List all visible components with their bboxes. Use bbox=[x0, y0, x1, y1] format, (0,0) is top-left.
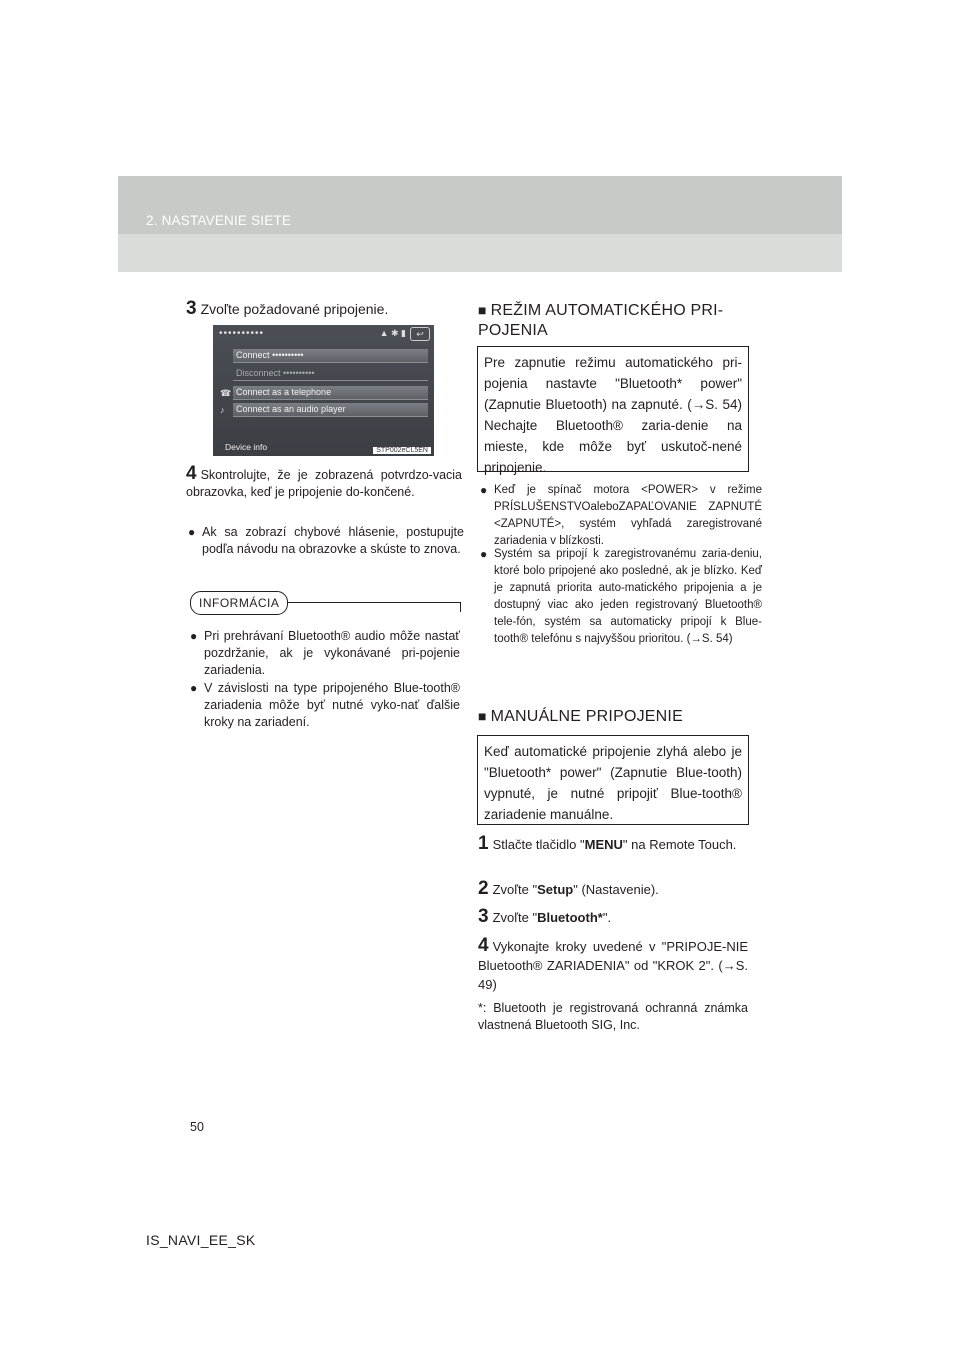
step-number: 3 bbox=[186, 298, 197, 319]
document-code: IS_NAVI_EE_SK bbox=[146, 1232, 256, 1248]
manual-step-4 bbox=[478, 936, 748, 994]
step-text: Skontrolujte, že je zobrazená potvrdzo-vacia obrazovka, keď je pripojenie do-končené. bbox=[186, 468, 462, 499]
info-item-2 bbox=[190, 680, 460, 731]
setup-button-label: Setup bbox=[537, 882, 574, 897]
bullet-auto-1 bbox=[480, 482, 762, 550]
info-text: Pri prehrávaní Bluetooth® audio môže nastať pozdržanie, ak je vykonávané pri-pojenie zariadenia. bbox=[204, 629, 460, 677]
menu-button-label: MENU bbox=[584, 837, 623, 852]
phone-icon: ☎ bbox=[220, 388, 232, 398]
bullet-text: Ak sa zobrazí chybové hlásenie, postupujte podľa návodu na obrazovke a skúste to znova. bbox=[202, 525, 464, 556]
step-text: Vykonajte kroky uvedené v "PRIPOJE-NIE Bluetooth® ZARIADENIA" od "KROK 2". (→S. 49) bbox=[478, 939, 748, 992]
menu-item-telephone: Connect as a telephone bbox=[233, 386, 428, 400]
section-title-manual bbox=[478, 706, 750, 727]
manual-step-1: 1 Stlačte tlačidlo "MENU" na Remote Touch. bbox=[478, 833, 737, 854]
step-number: 4 bbox=[478, 935, 489, 956]
step-3 bbox=[186, 300, 466, 318]
menu-item-disconnect: Disconnect •••••••••• bbox=[233, 367, 428, 381]
menu-item-audio-player: Connect as an audio player bbox=[233, 403, 428, 417]
section-title-text: MANUÁLNE PRIPOJENIE bbox=[490, 708, 683, 725]
square-icon: ■ bbox=[478, 708, 487, 724]
bluetooth-button-label: Bluetooth* bbox=[537, 910, 603, 925]
manual-step-3: 3 Zvoľte "Bluetooth*". bbox=[478, 906, 612, 927]
bullet-dot-icon: ● bbox=[190, 629, 198, 643]
step-number: 2 bbox=[478, 878, 489, 899]
header-strip bbox=[118, 234, 842, 272]
square-icon: ■ bbox=[478, 302, 487, 318]
bullet-dot-icon: ● bbox=[480, 547, 488, 561]
status-icons: ▲ ✱ ▮ bbox=[379, 328, 406, 338]
info-text: V závislosti na type pripojeného Blue-tooth® zariadenia môže byť nutné vyko-nať ďalšie kroky na zariadení. bbox=[204, 681, 460, 729]
section-header: 2. NASTAVENIE SIETE bbox=[146, 213, 292, 228]
bullet-auto-2 bbox=[480, 546, 762, 648]
bullet-text: Keď je spínač motora <POWER> v režime PRÍSLUŠENSTVOaleboZAPAĽOVANIE ZAPNUTÉ <ZAPNUTÉ>, systém vyhľadá zaregistrované zariadenia v blízkosti. bbox=[494, 484, 762, 547]
device-info-label: Device info bbox=[225, 442, 268, 452]
step-number: 3 bbox=[478, 906, 489, 927]
info-item-1 bbox=[190, 628, 460, 679]
screen-title: •••••••••• bbox=[219, 328, 265, 339]
step-number: 4 bbox=[186, 463, 197, 484]
manual-step-2: 2 Zvoľte "Setup" (Nastavenie). bbox=[478, 878, 659, 899]
info-label: INFORMÁCIA bbox=[190, 591, 288, 615]
page-number: 50 bbox=[190, 1120, 204, 1134]
step-4 bbox=[186, 465, 462, 501]
figure-code: STP002eCL5EN bbox=[373, 447, 431, 454]
menu-item-connect: Connect •••••••••• bbox=[233, 349, 428, 363]
info-box-auto: Pre zapnutie režimu automatického pri-pojenia nastavte "Bluetooth* power" (Zapnutie Bluetooth) na zapnuté. (→S. 54) Nechajte Bluetooth® zaria-denie na mieste, kde môže byť uskutoč-nené pripojenie. bbox=[477, 346, 749, 472]
back-icon: ↩ bbox=[410, 327, 430, 341]
bullet-dot-icon: ● bbox=[188, 525, 196, 539]
info-box-manual: Keď automatické pripojenie zlyhá alebo je "Bluetooth* power" (Zapnutie Blue-tooth) vypnuté, je nutné pripojiť Blue-tooth® zariadenie manuálne. bbox=[477, 735, 749, 825]
section-title-text: REŽIM AUTOMATICKÉHO PRI-POJENIA bbox=[478, 302, 724, 339]
section-title-auto bbox=[478, 300, 750, 341]
step-text: Zvoľte požadované pripojenie. bbox=[200, 301, 389, 317]
footnote: *: Bluetooth je registrovaná ochranná známka vlastnená Bluetooth SIG, Inc. bbox=[478, 1001, 748, 1032]
music-note-icon: ♪ bbox=[220, 405, 225, 415]
bullet-text: Systém sa pripojí k zaregistrovanému zaria-deniu, ktoré bolo pripojené ako posledné, ak je blízko. Keď je zapnutá priorita auto-matického pripojenia a je dostupný viac ako jeden registrovaný Bluetooth® tele-fón, systém sa automaticky pripojí k Blue-tooth® telefónu s najvyššou prioritou. (→S. 54) bbox=[494, 548, 762, 645]
bullet-dot-icon: ● bbox=[480, 483, 488, 497]
screen-illustration bbox=[213, 325, 434, 456]
info-divider-end bbox=[460, 602, 461, 612]
bullet-error bbox=[188, 524, 464, 558]
step-number: 1 bbox=[478, 833, 489, 854]
bullet-dot-icon: ● bbox=[190, 681, 198, 695]
